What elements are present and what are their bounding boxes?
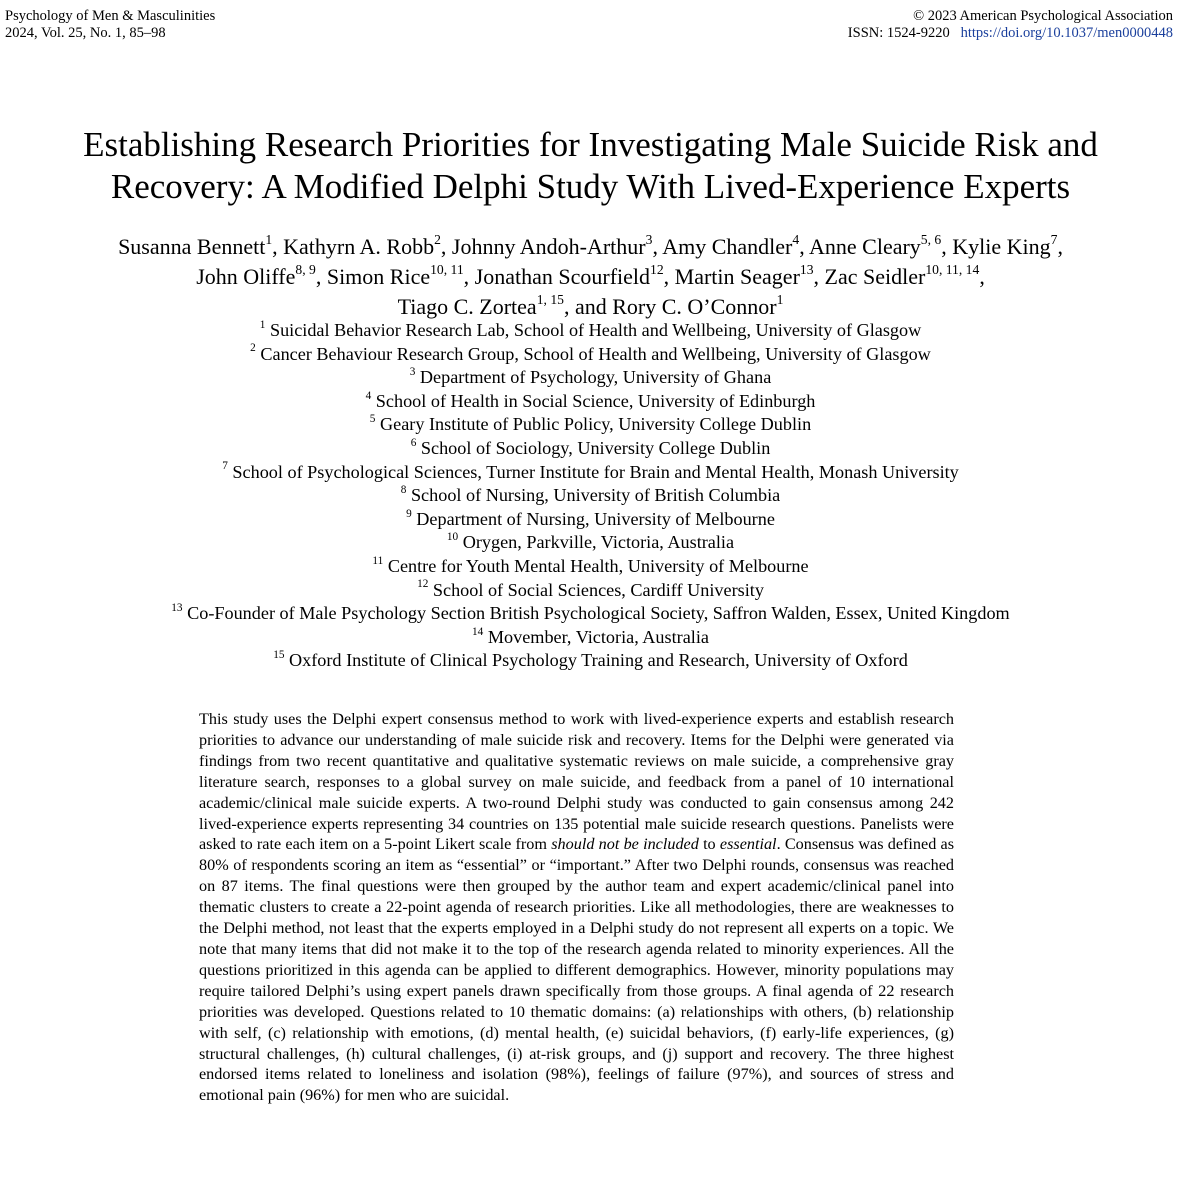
- journal-name: Psychology of Men & Masculinities: [5, 8, 216, 24]
- author: Simon Rice$^{10, 11}$,: [326, 262, 475, 289]
- paper-title: [0, 124, 1181, 208]
- author: Tiago C. Zortea$^{1, 15}$, and: [397, 292, 613, 319]
- publisher-header: [848, 8, 1173, 42]
- affiliation: $^1$ Suicidal Behavior Research Lab, School of Health and Wellbeing, University of Glasgow: [259, 318, 922, 340]
- author: John Oliffe$^{8, 9}$,: [196, 262, 327, 289]
- affiliation: $^6$ School of Sociology, University College Dublin: [410, 436, 771, 458]
- affiliation: $^9$ Department of Nursing, University of Melbourne: [406, 507, 775, 529]
- author: Amy Chandler$^4$,: [662, 232, 809, 259]
- affiliation: $^8$ School of Nursing, University of British Columbia: [400, 483, 781, 506]
- affiliation: $^4$ School of Health in Social Science, University of Edinburgh: [365, 389, 816, 411]
- author: Jonathan Scourfield$^{12}$,: [474, 262, 675, 289]
- author: Zac Seidler$^{10, 11, 14}$,: [824, 262, 985, 289]
- affiliation: $^5$ Geary Institute of Public Policy, University College Dublin: [369, 413, 812, 435]
- author: Anne Cleary$^{5, 6}$,: [809, 232, 953, 259]
- affiliation: $^{11}$ Centre for Youth Mental Health, University of Melbourne: [372, 554, 809, 576]
- affiliation: $^{15}$ Oxford Institute of Clinical Psychology Training and Research, University of Oxford: [273, 649, 908, 671]
- author-line-1: [0, 232, 1181, 262]
- issn: ISSN: 1524-9220: [847, 25, 950, 41]
- author-line-3: [0, 292, 1181, 322]
- affiliation: $^{14}$ Movember, Victoria, Australia: [472, 625, 709, 647]
- author-list: [0, 232, 1181, 322]
- affiliation: $^2$ Cancer Behaviour Research Group, School of Health and Wellbeing, University of Glasgow: [250, 342, 931, 364]
- author: Susanna Bennett$^1$,: [118, 232, 284, 259]
- author: Johnny Andoh-Arthur$^3$,: [451, 232, 663, 259]
- title-line-2: Recovery: A Modified Delphi Study With Lived-Experience Experts: [110, 167, 1071, 206]
- title-line-1: Establishing Research Priorities for Investigating Male Suicide Risk and: [83, 125, 1098, 164]
- affiliation: $^{12}$ School of Social Sciences, Cardiff University: [417, 578, 764, 600]
- affiliation: $^{13}$ Co-Founder of Male Psychology Section British Psychological Society, Saffron Walden, Essex, United Kingdom: [171, 601, 1010, 624]
- journal-volume: 2024, Vol. 25, No. 1, 85–98: [5, 25, 166, 41]
- affiliation: $^3$ Department of Psychology, University of Ghana: [409, 366, 772, 388]
- affiliation: $^7$ School of Psychological Sciences, Turner Institute for Brain and Mental Health, Monash University: [222, 460, 959, 482]
- author: Kathyrn A. Robb$^2$,: [283, 232, 452, 259]
- issn-doi-line: [848, 25, 1173, 42]
- author: Kylie King$^7$,: [952, 232, 1063, 259]
- author: Martin Seager$^{13}$,: [674, 262, 825, 289]
- author-line-2: [0, 262, 1181, 292]
- affiliation: $^{10}$ Orygen, Parkville, Victoria, Australia: [446, 531, 735, 553]
- copyright: © 2023 American Psychological Association: [913, 8, 1173, 24]
- doi-link[interactable]: https://doi.org/10.1037/men0000448: [960, 25, 1173, 41]
- abstract: This study uses the Delphi expert consensus method to work with lived-experience experts and establish research priorities to advance our understanding of male suicide risk and recovery. Items for the Delphi were generated via findings from two recent quantitative and qualitative systematic reviews on male suicide, a comprehensive gray literature search, responses to a global survey on male suicide, and feedback from a panel of 10 international academic/clinical male suicide experts. A two-round Delphi study was conducted to gain consensus among 242 lived-experience experts representing 34 countries on 135 potential male suicide research questions. Panelists were asked to rate each item on a 5-point Likert scale from should not be included to essential. Consensus was defined as 80% of respondents scoring an item as “essential” or “important.” After two Delphi rounds, consensus was reached on 87 items. The final questions were then grouped by the author team and expert academic/clinical panel into thematic clusters to create a 22-point agenda of research priorities. Like all methodologies, there are weaknesses to the Delphi method, not least that the experts employed in a Delphi study do not represent all experts on a topic. We note that many items that did not make it to the top of the research agenda related to minority experiences. All the questions prioritized in this agenda can be applied to different demographics. However, minority populations may require tailored Delphi’s using expert panels drawn specifically from those groups. A final agenda of 22 research priorities was developed. Questions related to 10 thematic domains: (a) relationships with others, (b) relationship with self, (c) relationship with emotions, (d) mental health, (e) suicidal behaviors, (f) early-life experiences, (g) structural challenges, (h) cultural challenges, (i) at-risk groups, and (j) support and recovery. The three highest endorsed items related to loneliness and isolation (98%), feelings of failure (97%), and sources of stress and emotional pain (96%) for men who are suicidal.: [199, 710, 955, 1105]
- journal-header: [5, 8, 215, 42]
- author: Rory C. O’Connor$^1$: [612, 292, 784, 319]
- affiliation-list: [0, 319, 1181, 673]
